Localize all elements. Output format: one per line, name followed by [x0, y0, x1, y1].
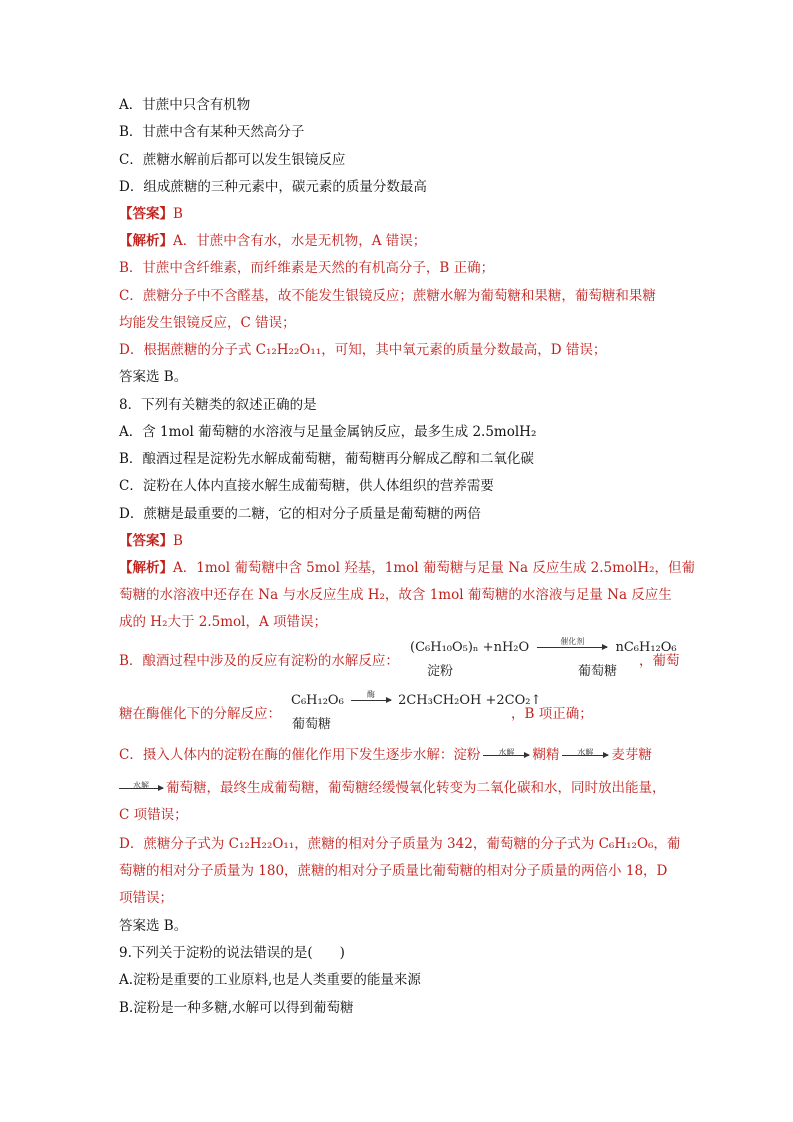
q7-option-c: C．蔗糖水解前后都可以发生银镜反应: [119, 152, 346, 168]
q8-analysis-b-post: ，葡萄: [639, 653, 680, 669]
rxn2-right: 2CH₃CH₂OH +2CO₂↑: [398, 693, 542, 708]
reaction-fermentation: [291, 690, 542, 708]
q7-analysis-d: D．根据蔗糖的分子式 C₁₂H₂₂O₁₁，可知，其中氧元素的质量分数最高，D 错误；: [119, 342, 607, 358]
q8-option-c: C．淀粉在人体内直接水解生成葡萄糖，供人体组织的营养需要: [119, 478, 494, 494]
rxn1-right-label: 葡萄糖: [578, 664, 618, 679]
q8-option-d: D．蔗糖是最重要的二糖，它的相对分子质量是葡萄糖的两倍: [119, 506, 481, 522]
q7-answer: [119, 205, 183, 223]
q9-option-b: B.淀粉是一种多糖,水解可以得到葡萄糖: [119, 1000, 354, 1016]
hydrolysis-arrow: [483, 748, 529, 757]
catalyst-label: 酶: [366, 690, 375, 699]
dextrin: 糊精: [532, 747, 560, 763]
q8-analysis-a: [119, 559, 695, 577]
q7-analysis-c-cont: 均能发生银镜反应，C 错误；: [119, 315, 296, 331]
rxn1-left-label: 淀粉: [427, 664, 454, 679]
q8-analysis-d-cont1: 萄糖的相对分子质量为 180，蔗糖的相对分子质量比葡萄糖的相对分子质量的两倍小 18，D: [119, 863, 668, 879]
q7-conclusion: 答案选 B。: [119, 369, 188, 385]
q7-option-b: B．甘蔗中含有某种天然高分子: [119, 124, 305, 140]
reaction-hydrolysis: [410, 637, 677, 655]
q7-analysis-a: [119, 232, 426, 250]
catalyst-label: 催化剂: [560, 637, 585, 646]
q7-analysis-b: B．甘蔗中含纤维素，而纤维素是天然的有机高分子，B 正确；: [119, 260, 495, 276]
q7-option-d: D．组成蔗糖的三种元素中，碳元素的质量分数最高: [119, 179, 427, 195]
q8-analysis-c: [119, 746, 652, 764]
rxn1-left: (C₆H₁₀O₅)ₙ +nH₂O: [410, 640, 530, 655]
q8-analysis-b2-post: ，B 项正确；: [511, 706, 593, 722]
answer-value: B: [173, 533, 183, 549]
hydrolysis-label: 水解: [498, 748, 515, 757]
analysis-text: 葡萄糖，最终生成葡萄糖，葡萄糖经缓慢氧化转变为二氧化碳和水，同时放出能量，: [166, 780, 666, 796]
q8-analysis-b2-pre: 糖在酶催化下的分解反应：: [119, 706, 281, 722]
reaction-arrow: [537, 637, 607, 648]
hydrolysis-arrow: [562, 748, 608, 757]
analysis-text: A．甘蔗中含有水，水是无机物，A 错误；: [173, 233, 427, 249]
q8-stem: 8．下列有关糖类的叙述正确的是: [119, 397, 317, 413]
answer-value: B: [173, 206, 183, 222]
rxn2-left: C₆H₁₂O₆: [291, 693, 344, 708]
q8-analysis-c-end: C 项错误；: [119, 807, 188, 823]
q8-answer: [119, 532, 183, 550]
answer-label: 【答案】: [119, 533, 173, 549]
q7-analysis-c: C．蔗糖分子中不含醛基，故不能发生银镜反应；蔗糖水解为葡萄糖和果糖，葡萄糖和果糖: [119, 288, 656, 304]
analysis-label: 【解析】: [119, 233, 173, 249]
q8-analysis-d-cont2: 项错误；: [119, 890, 173, 906]
analysis-text: C．摄入人体内的淀粉在酶的催化作用下发生逐步水解：淀粉: [119, 747, 481, 763]
hydrolysis-label: 水解: [133, 781, 149, 790]
analysis-label: 【解析】: [119, 560, 173, 576]
hydrolysis-arrow: [119, 781, 163, 790]
analysis-text: A．1mol 葡萄糖中含 5mol 羟基，1mol 葡萄糖与足量 Na 反应生成 2.5molH₂，但葡: [173, 560, 696, 576]
q8-analysis-a-cont2: 成的 H₂大于 2.5mol，A 项错误；: [119, 614, 328, 630]
q8-analysis-d: D．蔗糖分子式为 C₁₂H₂₂O₁₁，蔗糖的相对分子质量为 342，葡萄糖的分子式为 C₆H₁₂O₆，葡: [119, 836, 681, 852]
rxn1-right: nC₆H₁₂O₆: [615, 640, 677, 655]
q8-analysis-b-pre: B．酿酒过程中涉及的反应有淀粉的水解反应：: [119, 653, 399, 669]
q8-analysis-c-cont: [119, 779, 666, 797]
q9-stem: 9.下列关于淀粉的说法错误的是( ): [119, 945, 345, 961]
q8-conclusion: 答案选 B。: [119, 918, 188, 934]
answer-label: 【答案】: [119, 206, 173, 222]
reaction-arrow: [351, 690, 391, 701]
q8-option-b: B．酿酒过程是淀粉先水解成葡萄糖，葡萄糖再分解成乙醇和二氧化碳: [119, 451, 534, 467]
rxn2-left-label: 葡萄糖: [292, 717, 332, 732]
maltose: 麦芽糖: [611, 747, 652, 763]
q7-option-a: A．甘蔗中只含有机物: [119, 97, 251, 113]
hydrolysis-label: 水解: [577, 748, 594, 757]
q8-analysis-a-cont1: 萄糖的水溶液中还存在 Na 与水反应生成 H₂，故含 1mol 葡萄糖的水溶液与足量 Na 反应生: [119, 587, 672, 603]
q8-option-a: A．含 1mol 葡萄糖的水溶液与足量金属钠反应，最多生成 2.5molH₂: [119, 424, 537, 440]
q9-option-a: A.淀粉是重要的工业原料,也是人类重要的能量来源: [119, 972, 421, 988]
